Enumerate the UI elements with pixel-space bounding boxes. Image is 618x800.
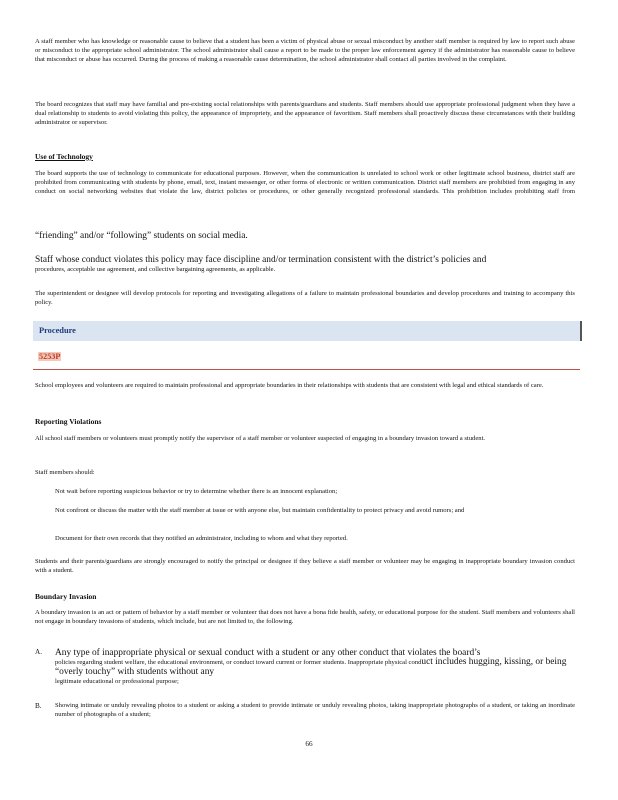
paragraph-technology-end: “friending” and/or “following” students on social media. [35,231,248,241]
heading-reporting-violations: Reporting Violations [35,417,102,426]
paragraph-discipline-line1: Staff whose conduct violates this policy may face discipline and/or termination consistent with the district’s policies and [35,255,487,265]
paragraph-dual-relationships: The board recognizes that staff may have familial and pre-existing social relationships with parents/guardians and students. Staff members should use appropriate professional judgment when they have a dual relationship to students to avoid violating this policy, the appearance of impropriety, and the appearance of favoritism. Staff members shall proactively discuss these circumstances with their building administrator or supervisor. [35,101,575,126]
paragraph-technology: The board supports the use of technology to communicate for educational purposes. However, when the communication is unrelated to school work or other legitimate school business, district staff are prohibited from communicating with students by phone, email, text, instant messenger, or other forms of electronic or written communication. District staff members are prohibited from engaging in any conduct on social networking websites that violate the law, district policies or procedures, or other generally recognized professional standards. This prohibition includes prohibiting staff from [35,170,575,195]
procedure-code: 5253P [39,352,61,361]
procedure-section-bar [33,321,582,341]
item-a-line-2 [55,658,575,678]
list-item-text: Document for their own records that they notified an administrator, including to whom and what they reported. [55,535,348,542]
item-letter: B. [35,702,42,710]
procedure-heading: Procedure [39,326,76,335]
heading-boundary-invasion: Boundary Invasion [35,592,97,601]
paragraph-professional-boundaries: School employees and volunteers are required to maintain professional and appropriate boundaries in their relationships with students that are consistent with legal and ethical standards of care. [35,382,544,389]
list-item-b-text: Showing intimate or unduly revealing photos to a student or asking a student to provide intimate or unduly revealing photos, taking inappropriate photographs of a student, or taking an inordinate number of photographs of a student; [55,702,575,718]
paragraph-discipline-line2: procedures, acceptable use agreement, and collective bargaining agreements, as applicable. [35,266,276,273]
item-a-large-text: uct includes hugging, kissing, or being “overly touchy” with students without any [55,657,567,678]
item-a-small-text: policies regarding student welfare, the educational environment, or conduct toward current or former students. Inappropriate physical cond [55,659,422,667]
list-item-a-text [55,648,575,687]
heading-use-of-technology: Use of Technology [35,152,93,161]
paragraph-boundary-definition: A boundary invasion is an act or pattern of behavior by a staff member or volunteer that does not have a bona fide health, safety, or educational purpose for the student. Staff members and volunteers shall not engage in boundary invasions of students, which include, but are not limited to, the following. [35,609,575,625]
item-a-line-3: legitimate educational or professional purpose; [55,678,179,686]
paragraph-reporting-abuse: A staff member who has knowledge or reasonable cause to believe that a student has been a victim of physical abuse or sexual misconduct by another staff member is required by law to report such abuse or misconduct to the appropriate school administrator. The school administrator shall cause a report to be made to the proper law enforcement agency if the administrator has reasonable cause to believe that misconduct or abuse has occurred. During the process of making a reasonable cause determination, the school administrator shall contact all parties involved in the complaint. [35,38,575,63]
list-item-text: Not confront or discuss the matter with the staff member at issue or with anyone else, but maintain confidentiality to protect privacy and avoid rumors; and [55,507,465,514]
paragraph-students-parents: Students and their parents/guardians are strongly encouraged to notify the principal or designee if they believe a staff member or volunteer may be engaging in inappropriate boundary invasion conduct with a student. [35,558,575,574]
paragraph-protocols: The superintendent or designee will develop protocols for reporting and investigating allegations of a failure to maintain professional boundaries and develop procedures and training to accompany this policy. [35,290,575,306]
item-a-line-1: Any type of inappropriate physical or sexual conduct with a student or any other conduct that violates the board’s [55,648,481,658]
paragraph-notify-supervisor: All school staff members or volunteers must promptly notify the supervisor of a staff member or volunteer suspected of engaging in a boundary invasion toward a student. [35,435,486,442]
page-number: 66 [305,740,313,748]
item-letter: A. [35,648,42,656]
paragraph-staff-should: Staff members should: [35,469,95,476]
section-divider [33,369,580,370]
list-item-text: Not wait before reporting suspicious behavior or try to determine whether there is an innocent explanation; [55,488,338,495]
